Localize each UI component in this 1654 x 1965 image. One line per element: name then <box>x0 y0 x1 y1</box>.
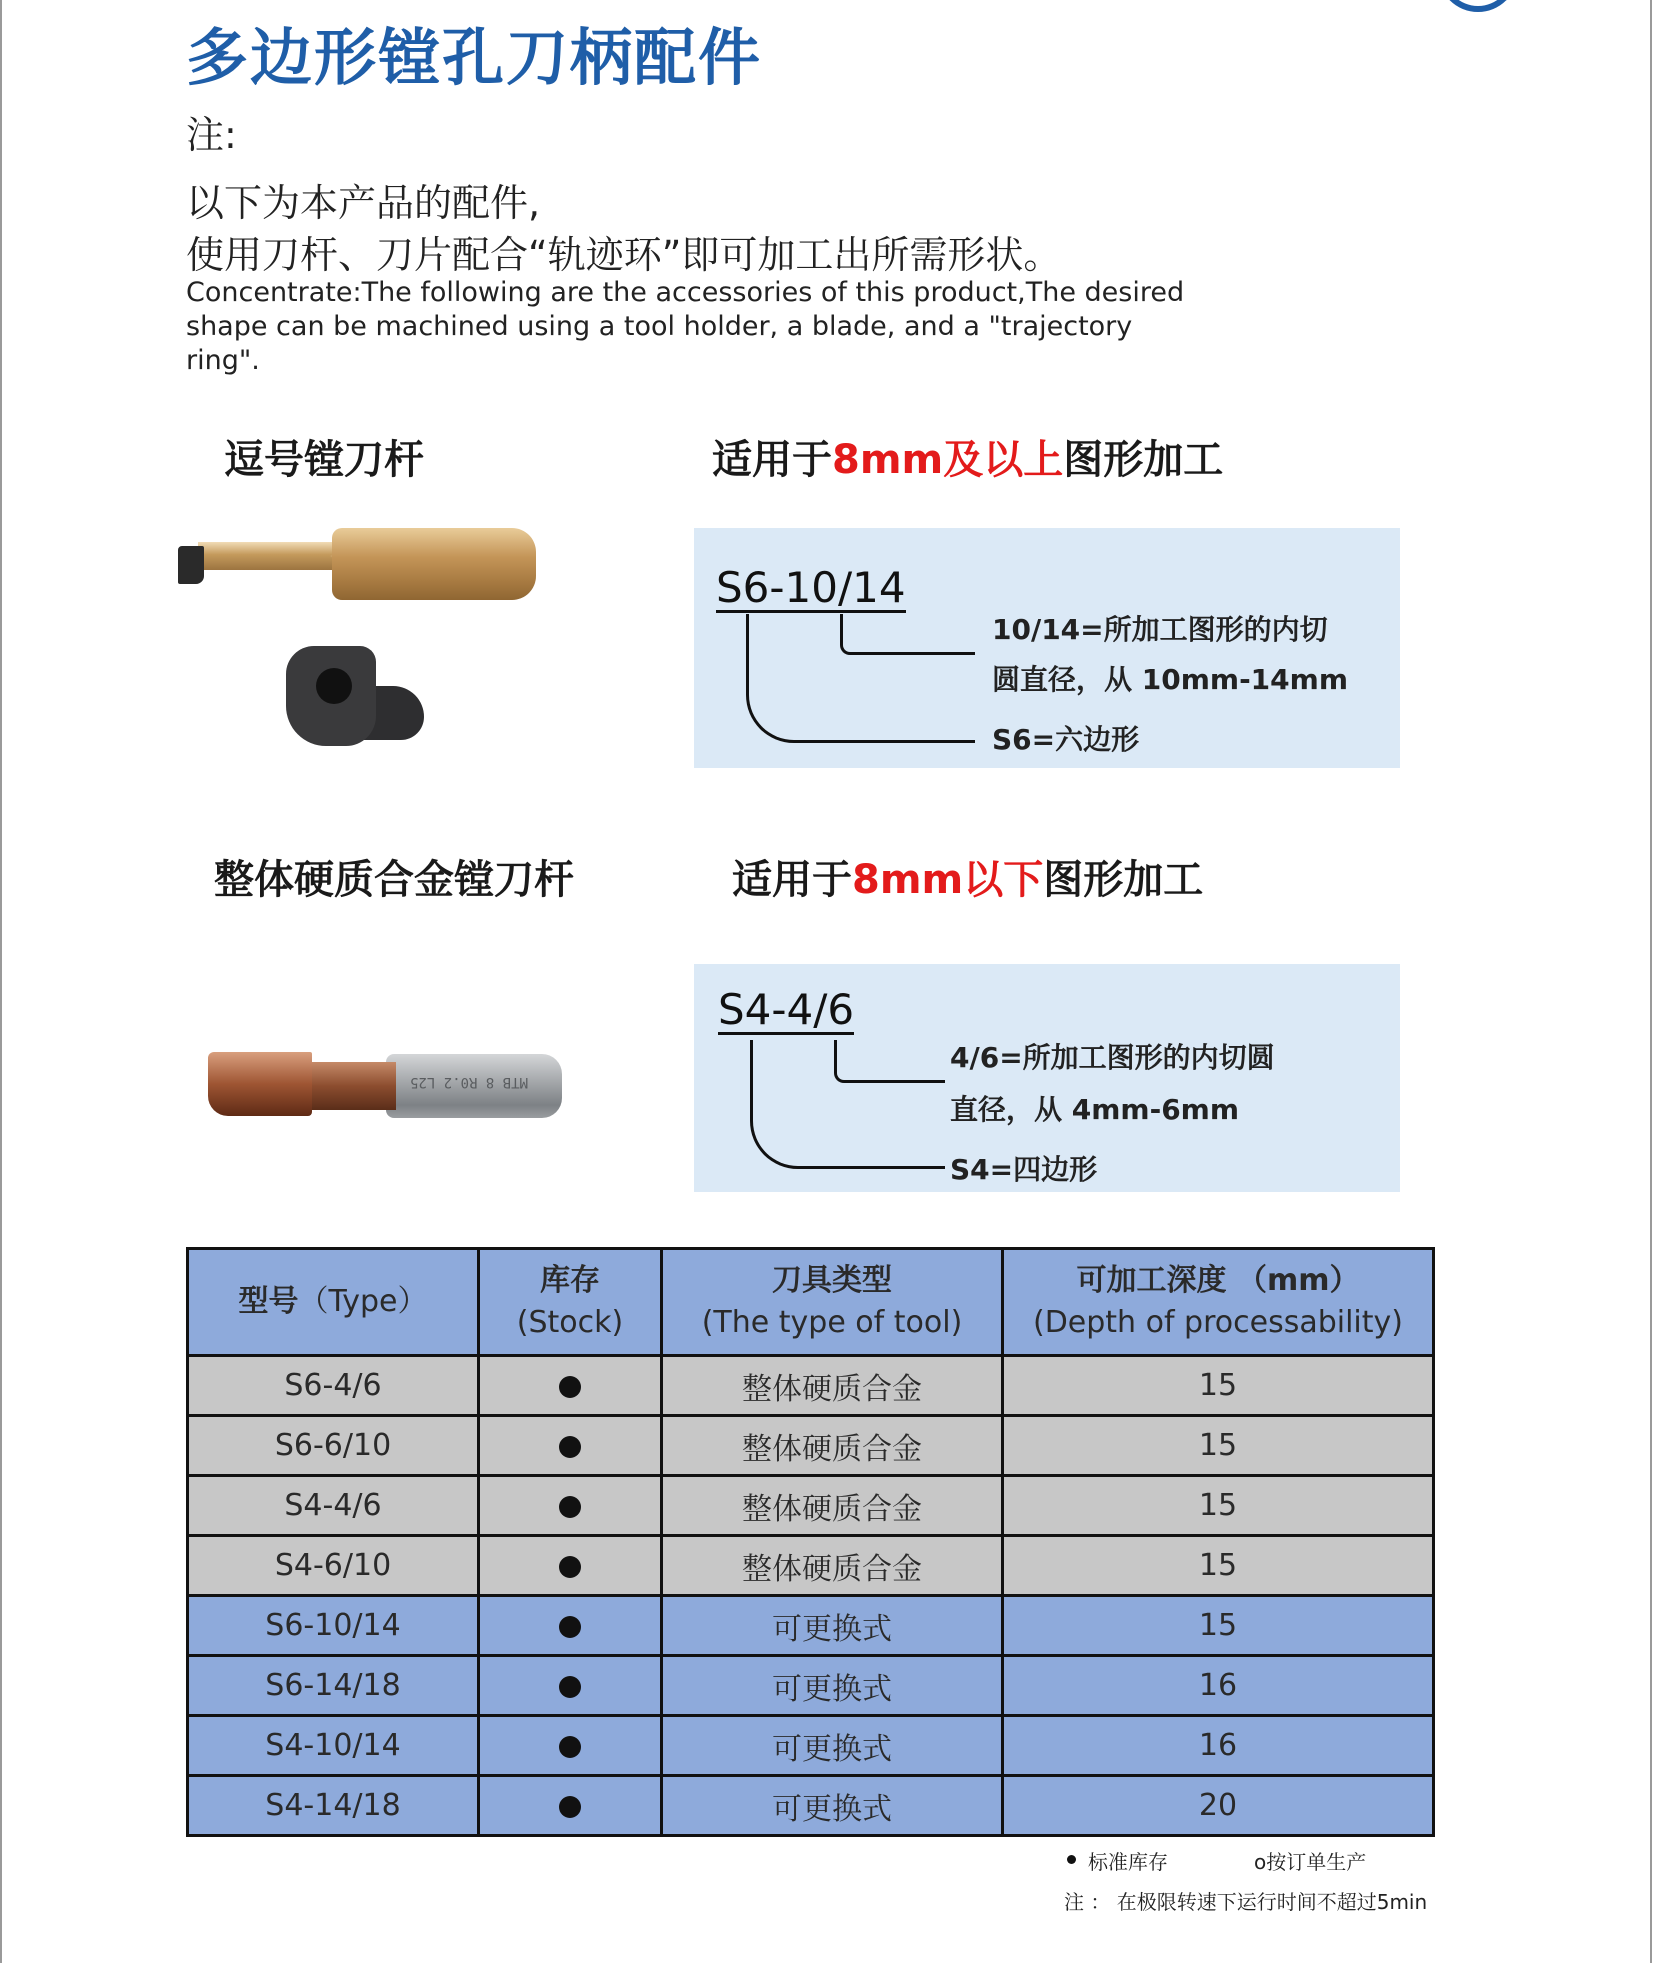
cell-stock <box>479 1356 662 1416</box>
section1-right-title <box>712 428 1223 485</box>
section1-right-prefix: 适用于 <box>712 437 832 483</box>
table-row <box>188 1596 1434 1656</box>
cell-stock <box>479 1596 662 1656</box>
section2-desc-2: 直径，从 4mm-6mm <box>950 1093 1240 1126</box>
cell-type: S6-6/10 <box>188 1416 479 1476</box>
section2-right-suffix: 图形加工 <box>1043 857 1204 903</box>
insert-hole <box>316 668 352 704</box>
header-type-cn: 型号 <box>238 1284 299 1319</box>
table-row <box>188 1356 1434 1416</box>
cell-depth: 15 <box>1003 1476 1434 1536</box>
cell-tool: 可更换式 <box>662 1716 1003 1776</box>
header-stock <box>479 1249 662 1356</box>
header-stock-cn: 库存 <box>540 1263 600 1298</box>
cell-depth: 15 <box>1003 1356 1434 1416</box>
table-row <box>188 1536 1434 1596</box>
carbide-bar-neck <box>300 1062 396 1110</box>
cell-stock <box>479 1416 662 1476</box>
section1-left-title: 逗号镗刀杆 <box>224 437 424 483</box>
cell-tool: 可更换式 <box>662 1596 1003 1656</box>
section2-right-highlight: 8mm以下 <box>852 857 1044 903</box>
section2-code: S4-4/6 <box>718 985 855 1034</box>
section1-code: S6-10/14 <box>716 563 906 612</box>
note-line-2: 使用刀杆、刀片配合“轨迹环”即可加工出所需形状。 <box>186 233 1062 277</box>
section2-leader-long <box>750 1040 945 1169</box>
footnote: 注 ： 在极限转速下运行时间不超过5min <box>1064 1890 1428 1914</box>
header-type-en: （Type） <box>298 1284 428 1319</box>
cell-tool: 整体硬质合金 <box>662 1416 1003 1476</box>
header-tool-en: (The type of tool) <box>701 1305 963 1340</box>
spec-table <box>186 1247 1435 1837</box>
cell-depth: 15 <box>1003 1596 1434 1656</box>
header-type <box>188 1249 479 1356</box>
cell-type: S4-4/6 <box>188 1476 479 1536</box>
cell-type: S6-10/14 <box>188 1596 479 1656</box>
cell-type: S4-6/10 <box>188 1536 479 1596</box>
stock-dot-icon <box>559 1796 581 1818</box>
header-stock-en: (Stock) <box>516 1305 624 1340</box>
header-depth <box>1003 1249 1434 1356</box>
boring-bar-shank <box>332 528 536 600</box>
note-line-1: 以下为本产品的配件, <box>186 181 541 225</box>
cell-depth: 16 <box>1003 1716 1434 1776</box>
section1-right-suffix: 图形加工 <box>1063 437 1224 483</box>
stock-dot-icon <box>559 1496 581 1518</box>
stock-dot-icon <box>559 1676 581 1698</box>
table-row <box>188 1476 1434 1536</box>
carbide-bar-engraving: MTB 8 R0.2 L25 <box>410 1074 529 1090</box>
section2-desc-3: S4=四边形 <box>950 1153 1098 1186</box>
header-depth-en: (Depth of processability) <box>1032 1305 1403 1340</box>
page-title: 多边形镗孔刀柄配件 <box>186 21 763 94</box>
cell-depth: 20 <box>1003 1776 1434 1836</box>
cell-stock <box>479 1656 662 1716</box>
table-header-row <box>188 1249 1434 1356</box>
stock-dot-icon <box>559 1736 581 1758</box>
cell-tool: 整体硬质合金 <box>662 1536 1003 1596</box>
section2-desc-1: 4/6=所加工图形的内切圆 <box>950 1041 1275 1074</box>
header-depth-cn: 可加工深度 （mm） <box>1076 1263 1360 1298</box>
cell-tool: 整体硬质合金 <box>662 1476 1003 1536</box>
cell-stock <box>479 1716 662 1776</box>
cell-type: S4-10/14 <box>188 1716 479 1776</box>
cell-type: S6-4/6 <box>188 1356 479 1416</box>
cell-stock <box>479 1536 662 1596</box>
note-label: 注: <box>186 113 237 157</box>
cell-depth: 16 <box>1003 1656 1434 1716</box>
stock-dot-icon <box>559 1616 581 1638</box>
section2-left-title: 整体硬质合金镗刀杆 <box>214 857 574 903</box>
section1-leader-long <box>746 614 975 743</box>
section2-right-title <box>732 848 1203 905</box>
stock-dot-icon <box>559 1436 581 1458</box>
section2-right-prefix: 适用于 <box>732 857 852 903</box>
carbide-bar-head <box>208 1052 312 1116</box>
table-row <box>188 1416 1434 1476</box>
boring-bar-tip <box>178 546 204 584</box>
cell-tool: 可更换式 <box>662 1776 1003 1836</box>
section1-desc-3: S6=六边形 <box>992 723 1140 756</box>
note-english: Concentrate:The following are the accessories of this product,The desired shape can be machined using a tool holder, a blade, and a "trajectory ring". <box>186 277 1185 376</box>
cell-tool: 整体硬质合金 <box>662 1356 1003 1416</box>
section1-desc-1: 10/14=所加工图形的内切 <box>992 613 1328 646</box>
section1-right-highlight: 8mm及以上 <box>832 437 1064 483</box>
header-tool-cn: 刀具类型 <box>772 1263 892 1298</box>
section1-desc-2: 圆直径，从 10mm-14mm <box>992 663 1349 696</box>
cell-depth: 15 <box>1003 1416 1434 1476</box>
legend-order: o按订单生产 <box>1254 1850 1367 1874</box>
stock-dot-icon <box>559 1376 581 1398</box>
cell-stock <box>479 1476 662 1536</box>
cell-depth: 15 <box>1003 1536 1434 1596</box>
table-row <box>188 1716 1434 1776</box>
table-row <box>188 1656 1434 1716</box>
header-tool <box>662 1249 1003 1356</box>
cell-stock <box>479 1776 662 1836</box>
cell-type: S4-14/18 <box>188 1776 479 1836</box>
legend-standard: 标准库存 <box>1088 1850 1168 1874</box>
cell-type: S6-14/18 <box>188 1656 479 1716</box>
cell-tool: 可更换式 <box>662 1656 1003 1716</box>
stock-dot-icon <box>559 1556 581 1578</box>
boring-bar-neck <box>198 542 338 570</box>
legend-dot-icon <box>1067 1855 1076 1864</box>
table-row <box>188 1776 1434 1836</box>
